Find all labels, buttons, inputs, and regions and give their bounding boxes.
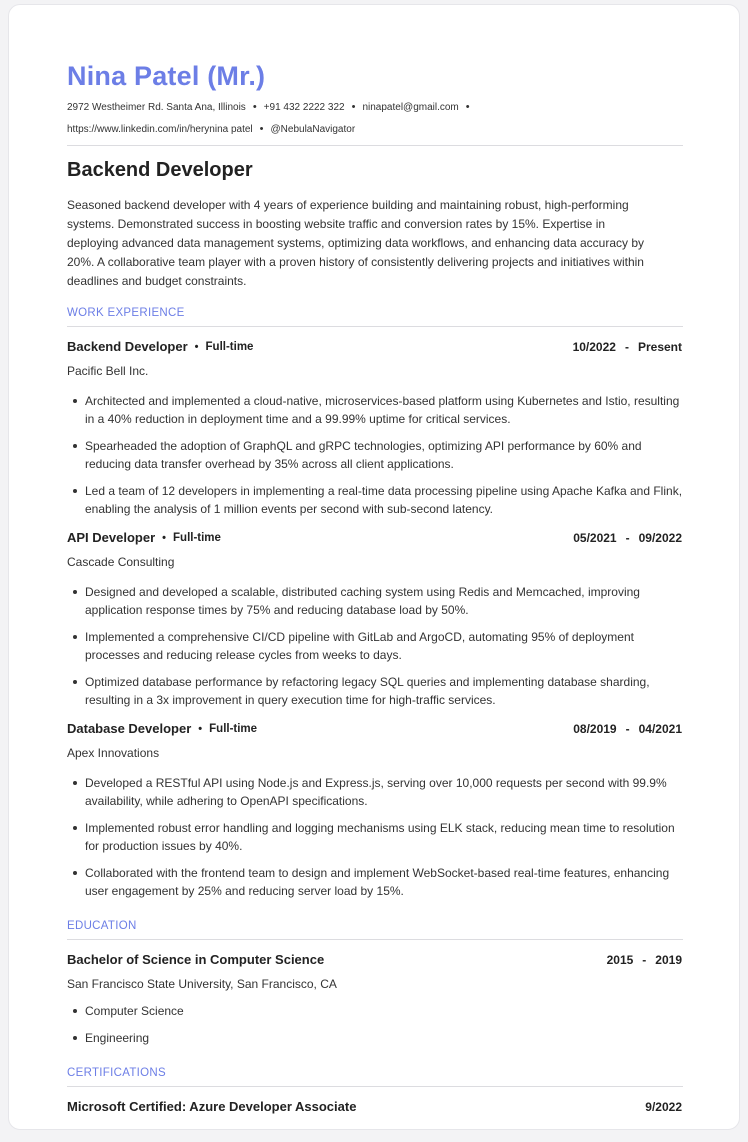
job-bullets xyxy=(67,392,683,527)
list-item: Led a team of 12 developers in implementing a real-time data processing pipeline using Apache Kafka and Flink, enabling the analysis of 1 million events per second with sub-second latency. xyxy=(67,482,683,518)
job-bullets xyxy=(67,583,683,718)
education-end: 2019 xyxy=(655,953,682,967)
list-item: Implemented a comprehensive CI/CD pipeline with GitLab and ArgoCD, automating 95% of deployment processes and reducing release cycles from weeks to days. xyxy=(67,628,683,664)
job-title: API Developer xyxy=(67,530,156,545)
job-title: Backend Developer xyxy=(67,339,188,354)
education-school: San Francisco State University, San Francisco, CA xyxy=(67,977,337,991)
education-degree: Bachelor of Science in Computer Science xyxy=(67,952,325,967)
header-divider xyxy=(67,145,683,146)
job-type: Full-time xyxy=(205,340,254,353)
work-section-divider xyxy=(67,326,683,327)
separator-dot: • xyxy=(198,722,203,735)
separator-dot: • xyxy=(465,101,470,113)
separator-dot: • xyxy=(259,123,264,135)
education-start: 2015 xyxy=(606,953,634,967)
job-title-row xyxy=(67,721,257,736)
date-dash: - xyxy=(625,722,630,736)
education-section-divider xyxy=(67,939,683,940)
job-start: 08/2019 xyxy=(573,722,617,736)
contact-handle[interactable]: @NebulaNavigator xyxy=(270,123,356,135)
separator-dot: • xyxy=(162,531,167,544)
certification-name: Microsoft Certified: Azure Developer Associate xyxy=(67,1099,357,1114)
job-title-row xyxy=(67,530,221,545)
job-company: Cascade Consulting xyxy=(67,555,175,569)
contact-phone[interactable]: +91 432 2222 322 xyxy=(263,101,345,113)
work-section-title: WORK EXPERIENCE xyxy=(67,307,185,319)
date-dash: - xyxy=(625,531,630,545)
candidate-name: Nina Patel (Mr.) xyxy=(67,61,266,91)
job-company: Pacific Bell Inc. xyxy=(67,364,149,378)
job-dates xyxy=(573,340,682,354)
certifications-section-divider xyxy=(67,1086,683,1087)
job-end: Present xyxy=(637,340,682,354)
headline: Backend Developer xyxy=(67,159,253,181)
job-dates xyxy=(573,531,682,545)
job-company: Apex Innovations xyxy=(67,746,160,760)
contact-line-1 xyxy=(67,101,477,113)
date-dash: - xyxy=(624,340,629,354)
list-item: Developed a RESTful API using Node.js and Express.js, serving over 10,000 requests per second with 99.9% availability, while adhering to OpenAPI specifications. xyxy=(67,774,683,810)
job-type: Full-time xyxy=(173,531,221,544)
list-item: Optimized database performance by refactoring legacy SQL queries and implementing database sharding, resulting in a 3x improvement in query execution time for high-traffic services. xyxy=(67,673,683,709)
separator-dot: • xyxy=(351,101,356,113)
contact-email[interactable]: ninapatel@gmail.com xyxy=(362,101,459,113)
job-start: 05/2021 xyxy=(573,531,617,545)
resume-page xyxy=(8,4,740,1130)
job-type: Full-time xyxy=(209,722,258,735)
certifications-section-title: CERTIFICATIONS xyxy=(67,1067,166,1079)
separator-dot: • xyxy=(194,340,199,353)
date-dash: - xyxy=(642,953,647,967)
list-item: Designed and developed a scalable, distributed caching system using Redis and Memcached, improving application response times by 75% and reducing database load by 50%. xyxy=(67,583,683,619)
education-section-title: EDUCATION xyxy=(67,920,137,932)
job-end: 09/2022 xyxy=(638,531,682,545)
contact-line-2 xyxy=(67,123,355,135)
list-item: Engineering xyxy=(67,1029,683,1047)
job-title-row xyxy=(67,339,253,354)
education-items xyxy=(67,1002,683,1056)
list-item: Architected and implemented a cloud-native, microservices-based platform using Kubernetes and Istio, resulting in a 40% reduction in deployment time and a 99.99% uptime for critical services. xyxy=(67,392,683,428)
separator-dot: • xyxy=(252,101,257,113)
education-dates xyxy=(607,953,682,967)
list-item: Implemented robust error handling and logging mechanisms using ELK stack, reducing mean time to resolution for production issues by 40%. xyxy=(67,819,683,855)
job-end: 04/2021 xyxy=(638,722,682,736)
job-start: 10/2022 xyxy=(572,340,616,354)
contact-address: 2972 Westheimer Rd. Santa Ana, Illinois xyxy=(67,101,246,113)
certification-date: 9/2022 xyxy=(645,1100,682,1114)
list-item: Computer Science xyxy=(67,1002,683,1020)
list-item: Collaborated with the frontend team to design and implement WebSocket-based real-time features, enhancing user engagement by 25% and reducing server load by 15%. xyxy=(67,864,683,900)
contact-linkedin[interactable]: https://www.linkedin.com/in/herynina patel xyxy=(67,123,253,135)
list-item: Spearheaded the adoption of GraphQL and gRPC technologies, optimizing API performance by 60% and reducing data transfer overhead by 35% across all client applications. xyxy=(67,437,683,473)
job-title: Database Developer xyxy=(67,721,192,736)
job-dates xyxy=(573,722,682,736)
summary: Seasoned backend developer with 4 years of experience building and maintaining robust, high-performing systems. Demonstrated success in boosting website traffic and conversion rates by 15%. Expertise in deploying advanced data management systems, optimizing data workflows, and enhancing data accuracy by 20%. A collaborative team player with a proven history of consistently delivering projects and initiatives within deadlines and budget constraints. xyxy=(67,198,645,288)
job-bullets xyxy=(67,774,683,909)
